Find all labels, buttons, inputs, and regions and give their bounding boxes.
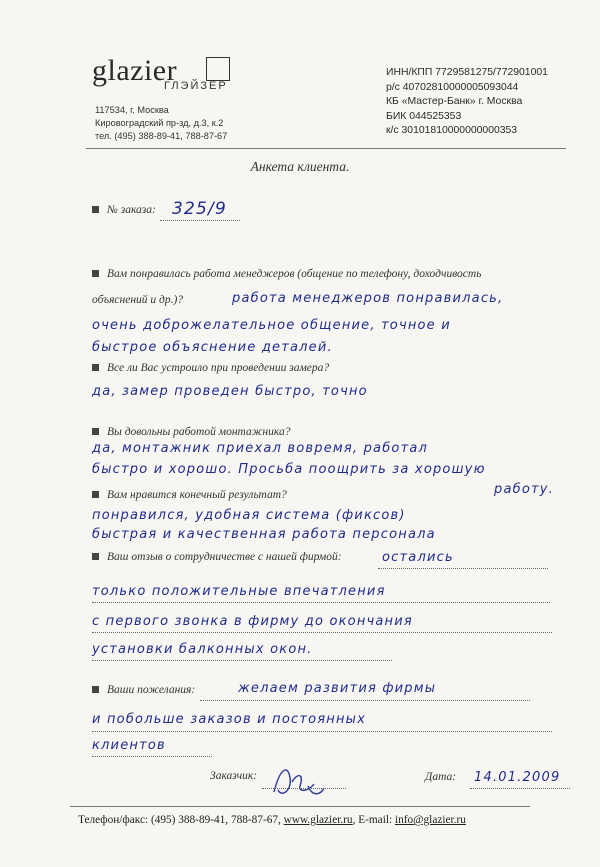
question-managers: Вам понравилась работа менеджеров (общение по телефону, доходчивость [92,268,481,280]
question-result: Вам нравится конечный результат? [92,489,287,501]
answer-managers-line: быстрое объяснение деталей. [92,340,333,355]
logo-text: glazier [92,54,178,87]
logo-square-icon [206,57,230,81]
bullet-icon [92,686,99,693]
answer-installer-line: работу. [494,482,554,497]
bank-line: БИК 044525353 [386,110,462,122]
question-wishes: Ваши пожелания: [92,684,195,696]
question-measurement: Все ли Вас устроило при проведении замера? [92,362,329,374]
bank-line: КБ «Мастер-Банк» г. Москва [386,96,523,107]
question-managers-cont: объяснений и др.)? [92,294,184,306]
answer-underline [200,700,530,701]
date-underline [470,788,570,789]
customer-signature [268,762,328,807]
answer-feedback-line: остались [382,550,454,565]
address-line: тел. (495) 388-89-41, 788-87-67 [95,131,228,141]
answer-feedback-line: с первого звонка в фирму до окончания [92,614,413,629]
answer-installer-line: быстро и хорошо. Просьба поощрить за хорошую [92,462,486,477]
signature-icon [268,762,328,802]
header-divider [86,148,566,149]
question-feedback: Ваш отзыв о сотрудничестве с нашей фирмой: [92,551,342,563]
bullet-icon [92,206,99,213]
bank-line: ИНН/КПП 7729581275/772901001 [386,67,548,78]
bullet-icon [92,270,99,277]
bank-line: к/с 30101810000000000353 [386,125,518,136]
answer-underline [92,632,552,633]
answer-feedback-line: установки балконных окон. [92,642,313,657]
answer-underline [92,602,550,603]
bullet-icon [92,364,99,371]
form-title: Анкета клиента. [250,159,350,174]
answer-wishes-line: желаем развития фирмы [238,681,437,696]
answer-managers-line: работа менеджеров понравилась, [232,291,504,306]
footer-email-label: , E-mail: [352,814,395,826]
date-label: Дата: [425,771,457,783]
answer-wishes-line: и побольше заказов и постоянных [92,712,367,727]
order-number-label: № заказа: [92,204,156,216]
address-line: 117534, г. Москва [95,105,169,115]
company-logo [92,54,228,92]
answer-underline [378,568,548,569]
footer-divider [70,806,530,807]
date-value: 14.01.2009 [474,770,561,785]
answer-installer-line: да, монтажник приехал вовремя, работал [92,441,429,456]
footer-contacts [78,814,466,826]
answer-result-line: понравился, удобная система (фиксов) [92,508,406,523]
order-underline [160,220,240,221]
signature-underline [262,788,346,789]
bank-details [386,66,548,139]
answer-wishes-line: клиентов [92,738,166,753]
company-address [95,104,227,143]
footer-email-link[interactable]: info@glazier.ru [394,814,466,826]
bullet-icon [92,553,99,560]
bullet-icon [92,491,99,498]
answer-underline [92,731,552,732]
answer-managers-line: очень доброжелательное общение, точное и [92,318,451,333]
bullet-icon [92,428,99,435]
customer-label: Заказчик: [210,770,258,782]
answer-measurement-line: да, замер проведен быстро, точно [92,384,368,399]
answer-feedback-line: только положительные впечатления [92,584,386,599]
bank-line: р/с 40702810000005093044 [386,81,519,93]
footer-site-link[interactable]: www.glazier.ru [283,814,353,826]
answer-underline [92,660,392,661]
answer-result-line: быстрая и качественная работа персонала [92,527,436,542]
question-installer: Вы довольны работой монтажника? [92,426,290,438]
answer-underline [92,756,212,757]
footer-phone: Телефон/факс: (495) 388-89-41, 788-87-67, [78,814,284,826]
address-line: Кировоградский пр-зд, д.3, к.2 [95,118,224,128]
order-number-value: 325/9 [172,199,227,219]
logo-subtitle: ГЛЭЙЗЕР [164,80,228,92]
